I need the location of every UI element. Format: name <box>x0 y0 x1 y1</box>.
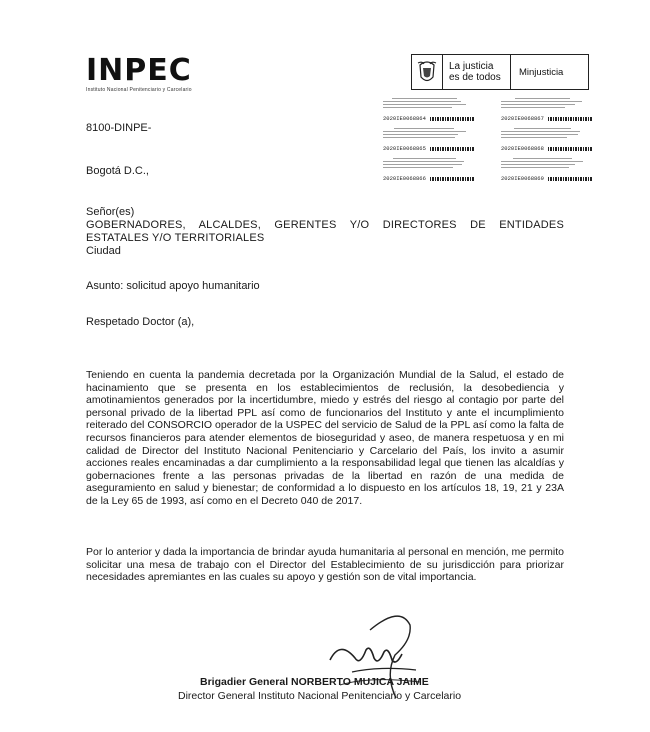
coat-of-arms-icon <box>412 55 443 89</box>
greeting: Respetado Doctor (a), <box>86 316 195 328</box>
radicado-number: 2020IE0068867 <box>501 115 544 122</box>
barcode-icon <box>548 147 592 151</box>
gov-slogan-line2: es de todos <box>449 72 501 83</box>
signer-name: Brigadier General NORBERTO MUJICA JAIME <box>200 676 429 688</box>
city-date: Bogotá D.C., <box>86 165 149 177</box>
salutation-to: Señor(es) <box>86 206 135 218</box>
radicado-sticker <box>383 128 475 154</box>
barcode-icon <box>430 177 474 181</box>
recipients-city: Ciudad <box>86 245 121 257</box>
radicado-number: 2020IE0068868 <box>501 145 544 152</box>
signer-title: Director General Instituto Nacional Penitenciario y Carcelario <box>178 690 462 702</box>
barcode-icon <box>548 117 592 121</box>
radicado-sticker <box>501 158 593 184</box>
radicado-sticker <box>501 128 593 154</box>
recipients-line1: GOBERNADORES, ALCALDES, GERENTES Y/O DIRECTORES DE ENTIDADES <box>86 219 564 231</box>
radicado-sticker <box>383 98 475 124</box>
barcode-icon <box>430 117 474 121</box>
barcode-icon <box>430 147 474 151</box>
recipients-line2: ESTATALES Y/O TERRITORIALES <box>86 232 265 244</box>
body-paragraph-1: Teniendo en cuenta la pandemia decretada por la Organización Mundial de la Salud, el estado de hacinamiento que se presenta en los establecimientos de reclusión, la desobediencia y amotinamientos generados por la incertidumbre, miedo y estrés del riesgo al contagio por parte del personal privado de la libertad PPL así como de funcionarios del Instituto y ante el incumplimiento reiterado del CONSORCIO operador de la USPEC del servicio de Salud de la PPL así como la falta de recursos financieros para atender elementos de bioseguridad y aseo, de manera respetuosa y en mi calidad de Director del Instituto Nacional Penitenciario y Carcelario del País, los invito a asumir acciones reales encaminadas a dar cumplimiento a la responsabilidad legal que tienen las alcaldías y gobernaciones frente a las personas privadas de la libertad en razón de una medida de aseguramiento en salud y bienestar; de conformidad a lo dispuesto en los artículos 18, 19, 21 y 23A de la Ley 65 de 1993, así como en el Decreto 040 de 2017. <box>86 369 564 507</box>
logo-subtitle: Instituto Nacional Penitenciario y Carcelario <box>86 87 192 93</box>
reference-number: 8100-DINPE- <box>86 122 152 134</box>
radicado-number: 2020IE0068866 <box>383 175 426 182</box>
radicado-sticker <box>383 158 475 184</box>
body-paragraph-2: Por lo anterior y dada la importancia de brindar ayuda humanitaria al personal en mención, me permito solicitar una mesa de trabajo con el Director del Establecimiento de su jurisdicción para priorizar necesidades apremiantes en las cuales su apoyo y gestión son de vital importancia. <box>86 546 565 584</box>
gov-slogan <box>443 55 511 89</box>
gov-slogan-line1: La justicia <box>449 61 494 72</box>
subject-line: Asunto: solicitud apoyo humanitario <box>86 280 260 292</box>
government-banner <box>411 54 589 90</box>
radicado-sticker <box>501 98 593 124</box>
inpec-logo <box>86 53 192 93</box>
radicado-number: 2020IE0068865 <box>383 145 426 152</box>
radicado-number: 2020IE0068864 <box>383 115 426 122</box>
logo-text: INPEC <box>86 53 192 88</box>
radicado-number: 2020IE0068869 <box>501 175 544 182</box>
barcode-icon <box>548 177 592 181</box>
ministry-label: Minjusticia <box>519 66 564 78</box>
